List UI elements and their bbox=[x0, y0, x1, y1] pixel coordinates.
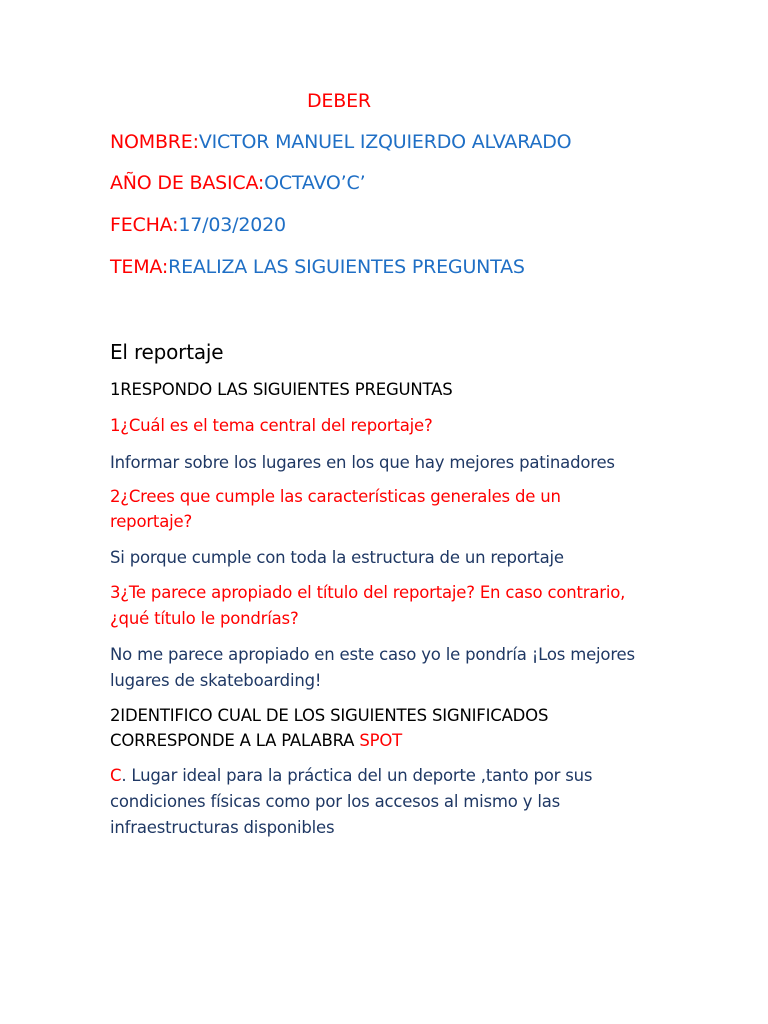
answer-3-line-1: No me parece apropiado en este caso yo le pondría ¡Los mejores bbox=[110, 645, 635, 664]
instruction-2-line-1: 2IDENTIFICO CUAL DE LOS SIGUIENTES SIGNIFICADOS bbox=[110, 706, 549, 725]
document-title: DEBER bbox=[307, 90, 371, 112]
question-2-line-1: 2¿Crees que cumple las características generales de un bbox=[110, 487, 561, 506]
tema-value: REALIZA LAS SIGUIENTES PREGUNTAS bbox=[168, 256, 525, 278]
question-1: 1¿Cuál es el tema central del reportaje? bbox=[110, 416, 433, 435]
question-3-line-2: ¿qué título le pondrías? bbox=[110, 609, 299, 628]
spot-word: SPOT bbox=[359, 731, 403, 750]
selected-answer-line-3: infraestructuras disponibles bbox=[110, 818, 335, 837]
selected-answer-line-1 bbox=[110, 766, 592, 785]
answer-2: Si porque cumple con toda la estructura de un reportaje bbox=[110, 548, 564, 567]
selected-answer-line-2: condiciones físicas como por los accesos al mismo y las bbox=[110, 792, 561, 811]
answer-letter: C bbox=[110, 766, 122, 785]
fecha-value: 17/03/2020 bbox=[178, 214, 286, 236]
instruction-2-line-2 bbox=[110, 731, 402, 750]
question-2-line-2: reportaje? bbox=[110, 512, 192, 531]
tema-line bbox=[110, 256, 525, 278]
instruction-2-text: CORRESPONDE A LA PALABRA bbox=[110, 731, 360, 750]
anio-line bbox=[110, 172, 365, 194]
section-title: El reportaje bbox=[110, 340, 224, 364]
anio-value: OCTAVO’C’ bbox=[264, 172, 366, 194]
fecha-line bbox=[110, 214, 286, 236]
answer-3-line-2: lugares de skateboarding! bbox=[110, 671, 322, 690]
question-3-line-1: 3¿Te parece apropiado el título del reportaje? En caso contrario, bbox=[110, 583, 626, 602]
anio-label: AÑO DE BASICA: bbox=[110, 172, 265, 194]
nombre-value: VICTOR MANUEL IZQUIERDO ALVARADO bbox=[198, 131, 572, 153]
fecha-label: FECHA: bbox=[110, 214, 179, 236]
instruction-1: 1RESPONDO LAS SIGUIENTES PREGUNTAS bbox=[110, 380, 453, 399]
nombre-line bbox=[110, 131, 571, 153]
answer-text-1: . Lugar ideal para la práctica del un deporte ,tanto por sus bbox=[121, 766, 593, 785]
answer-1: Informar sobre los lugares en los que hay mejores patinadores bbox=[110, 453, 615, 472]
tema-label: TEMA: bbox=[110, 256, 169, 278]
nombre-label: NOMBRE: bbox=[110, 131, 199, 153]
